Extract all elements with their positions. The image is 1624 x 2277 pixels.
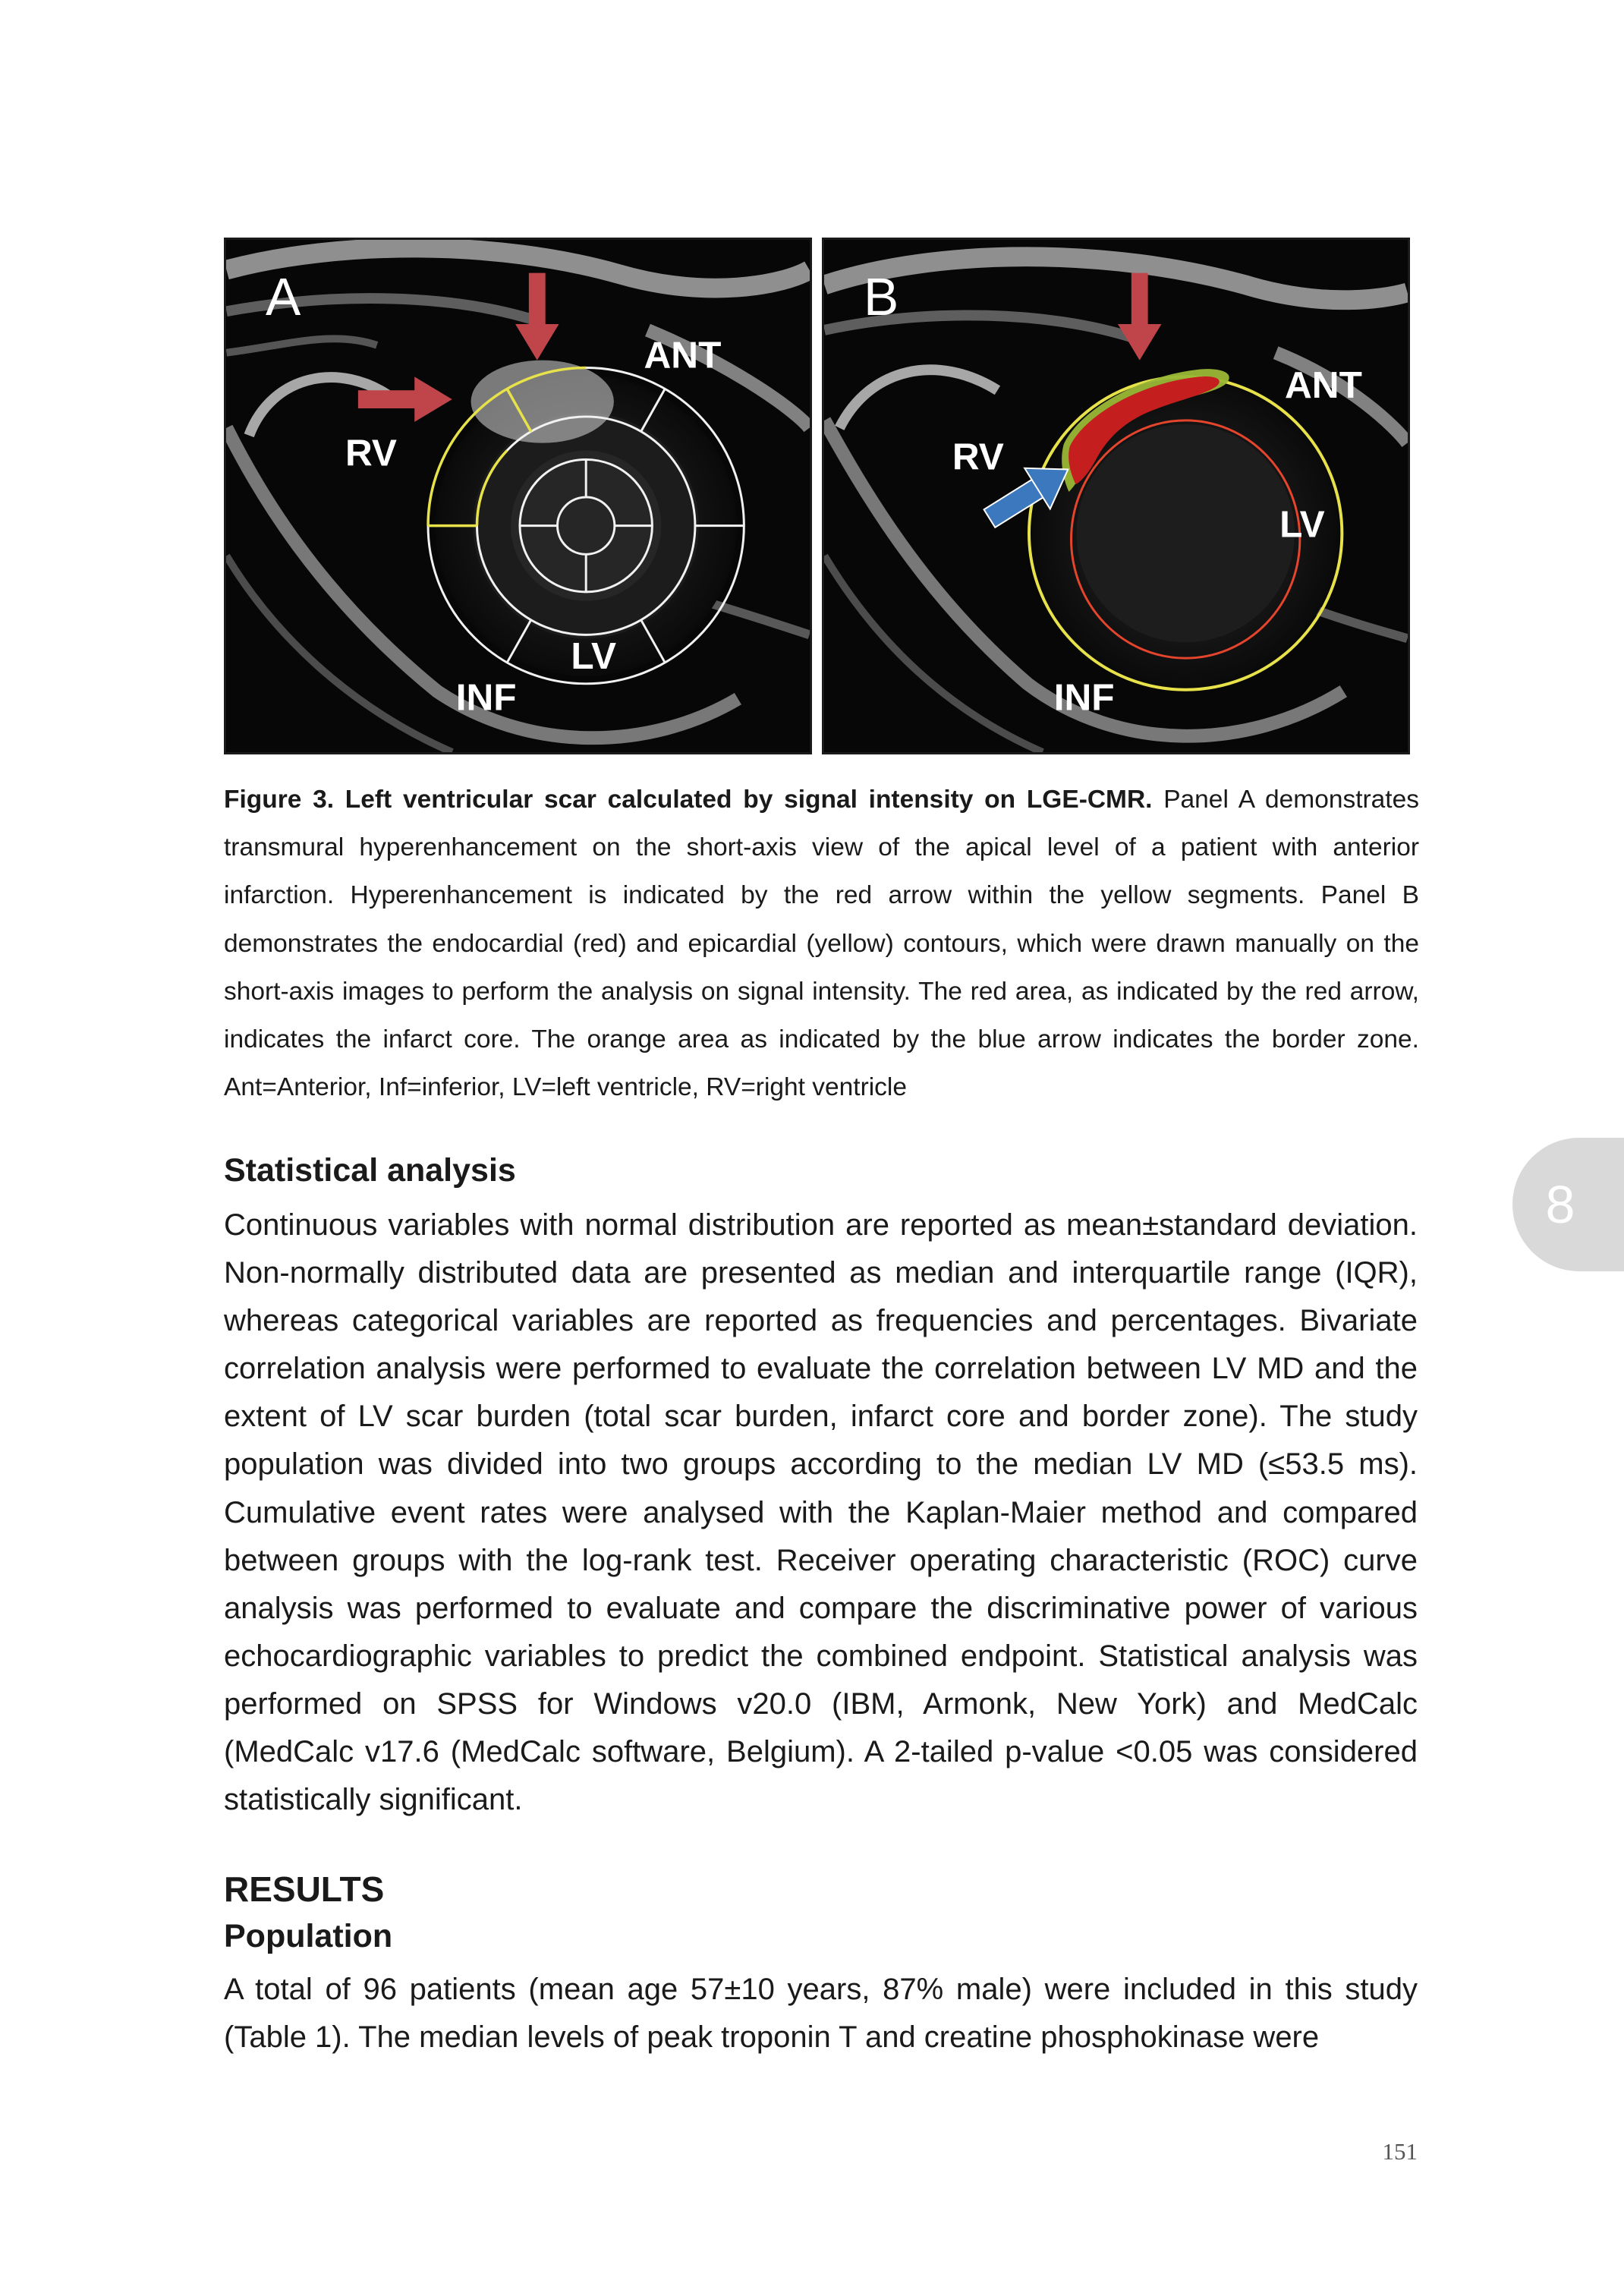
section-heading-statistical-analysis: Statistical analysis (224, 1152, 516, 1189)
chapter-tab (1512, 1138, 1624, 1271)
figure-panel-a (224, 238, 812, 754)
label-ant: ANT (1285, 364, 1362, 407)
label-rv: RV (952, 435, 1004, 478)
figure-caption (224, 776, 1419, 1111)
caption-text: Panel A demonstrates transmural hyperenhancement on the short-axis view of the apical level of a patient with anterior infarction. Hyperenhancement is indicated by the red arrow within the yellow segments. Panel B demonstrates the endocardial (red) and epicardial (yellow) contours, which were drawn manually on the short-axis images to perform the analysis on signal intensity. The red area, as indicated by the red arrow, indicates the infarct core. The orange area as indicated by the blue arrow indicates the border zone. Ant=Anterior, Inf=inferior, LV=left ventricle, RV=right ventricle (224, 786, 1419, 1102)
label-inf: INF (455, 676, 517, 719)
subsection-heading-population: Population (224, 1918, 393, 1954)
figure-3 (224, 238, 1410, 754)
panel-a-image (226, 240, 810, 752)
panel-b-image (824, 240, 1408, 752)
label-lv: LV (1279, 502, 1325, 546)
panel-label-b: B (863, 267, 899, 327)
label-inf: INF (1053, 676, 1115, 719)
label-ant: ANT (644, 333, 722, 376)
label-rv: RV (345, 431, 397, 474)
section-heading-results: RESULTS (224, 1869, 385, 1909)
figure-panel-b (822, 238, 1410, 754)
panel-label-a: A (265, 267, 301, 327)
chapter-number: 8 (1545, 1175, 1575, 1234)
caption-title: Figure 3. Left ventricular scar calculated by signal intensity on LGE-CMR. (224, 786, 1153, 814)
page-number: 151 (1382, 2138, 1418, 2165)
population-paragraph: A total of 96 patients (mean age 57±10 years, 87% male) were included in this study (Table 1). The median levels of peak troponin T and creatine phosphokinase were (224, 1973, 1418, 2055)
label-lv: LV (571, 634, 617, 677)
statistical-analysis-paragraph: Continuous variables with normal distribution are reported as mean±standard deviation. Non-normally distributed data are presented as median and interquartile range (IQR), whereas categorical variables are reported as frequencies and percentages. Bivariate correlation analysis were performed to evaluate the correlation between LV MD and the extent of LV scar burden (total scar burden, infarct core and border zone). The study population was divided into two groups according to the median LV MD (≤53.5 ms). Cumulative event rates were analysed with the Kaplan-Maier method and compared between groups with the log-rank test. Receiver operating characteristic (ROC) curve analysis was performed to evaluate and compare the discriminative power of various echocardiographic variables to predict the combined endpoint. Statistical analysis was performed on SPSS for Windows v20.0 (IBM, Armonk, New York) and MedCalc (MedCalc v17.6 (MedCalc software, Belgium). A 2-tailed p-value <0.05 was considered statistically significant. (224, 1208, 1418, 1817)
